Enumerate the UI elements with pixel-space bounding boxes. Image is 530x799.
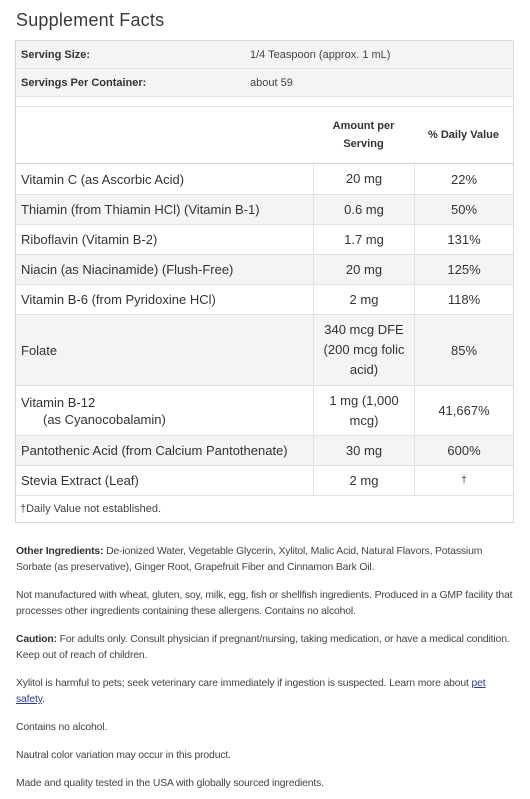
header-amount [313,107,414,163]
table-row [16,386,513,436]
serving-size-value: 1/4 Teaspoon (approx. 1 mL) [250,48,391,61]
page-title: Supplement Facts [16,10,165,30]
nutrient-name: Thiamin (from Thiamin HCl) (Vitamin B-1) [21,202,260,217]
product-notes [16,544,514,799]
nutrient-daily-value: 41,667% [414,386,513,435]
table-row [16,164,513,195]
made-in-usa-statement: Made and quality tested in the USA with globally sourced ingredients. [16,778,324,789]
caution-text: For adults only. Consult physician if pregnant/nursing, taking medication, or have a medical condition. Keep out of reach of children. [16,634,510,661]
nutrient-daily-value: 22% [414,164,513,194]
xylitol-end: . [42,694,45,705]
table-row [16,315,513,386]
pet-safety-link[interactable]: pet safety [16,678,486,705]
nutrient-name-sub: (as Cyanocobalamin) [43,411,166,427]
amount-line: (200 mcg folic [323,342,405,357]
color-variation-statement: Nautral color variation may occur in this product. [16,750,231,761]
table-row [16,195,513,225]
xylitol-text: Xylitol is harmful to pets; seek veterinary care immediately if ingestion is suspected. Learn more about [16,678,472,689]
nutrient-daily-value: 118% [414,285,513,314]
nutrient-amount: 2 mg [313,285,414,314]
nutrient-amount: 20 mg [313,255,414,284]
table-row [16,466,513,496]
nutrient-daily-value: 600% [414,436,513,465]
table-header [16,107,513,164]
table-row [16,436,513,466]
other-ingredients-label: Other Ingredients: [16,546,104,557]
nutrient-daily-value: 131% [414,225,513,254]
amount-line: 340 mcg DFE [324,322,404,337]
servings-per-container-value: about 59 [250,76,293,89]
other-ingredients-text: De-ionized Water, Vegetable Glycerin, Xylitol, Malic Acid, Natural Flavors, Potassium Sorbate (as preservative), Ginger Root, Grapefruit Fiber and Cinnamon Bark Oil. [16,546,483,573]
nutrient-name: Pantothenic Acid (from Calcium Pantothenate) [21,443,288,458]
serving-size-row [16,41,513,69]
nutrient-amount [313,315,414,385]
servings-per-container-row [16,69,513,97]
nutrient-name: Vitamin B-12 [21,394,96,410]
supplement-facts-table [15,40,514,523]
amount-line: acid) [349,362,379,377]
table-row [16,285,513,315]
nutrient-amount: 2 mg [313,466,414,495]
nutrient-amount [313,386,414,435]
nutrient-amount: 1.7 mg [313,225,414,254]
servings-per-container-label: Servings Per Container: [21,76,147,89]
nutrient-daily-value: 50% [414,195,513,224]
caution-statement [16,632,514,664]
nutrient-name: Vitamin B-6 (from Pyridoxine HCl) [21,292,216,307]
nutrient-amount: 30 mg [313,436,414,465]
nutrient-name-cell [16,386,313,435]
nutrient-amount: 0.6 mg [313,195,414,224]
serving-size-label: Serving Size: [21,48,91,61]
nutrient-name: Stevia Extract (Leaf) [21,473,139,488]
xylitol-warning [16,676,514,708]
table-row [16,255,513,285]
nutrient-daily-value: † [414,466,513,495]
header-amount-line1: Amount per [332,120,395,132]
other-ingredients [16,544,514,576]
nutrient-daily-value: 125% [414,255,513,284]
nutrient-name: Riboflavin (Vitamin B-2) [21,232,158,247]
header-name-cell [16,107,313,163]
allergen-statement: Not manufactured with wheat, gluten, soy, milk, egg, fish or shellfish ingredients. Produced in a GMP facility that processes other ingredients containing these allergens. Contains no alcohol. [16,590,513,617]
alcohol-statement: Contains no alcohol. [16,722,108,733]
nutrient-name: Folate [21,342,58,358]
caution-label: Caution: [16,634,57,645]
table-row [16,225,513,255]
amount-line: mcg) [349,412,379,428]
nutrient-amount: 20 mg [313,164,414,194]
spacer [16,97,513,107]
amount-line: 1 mg (1,000 [329,392,399,408]
nutrient-daily-value: 85% [414,315,513,385]
nutrient-name: Niacin (as Niacinamide) (Flush-Free) [21,262,234,277]
header-amount-line2: Serving [343,138,384,150]
nutrient-name: Vitamin C (as Ascorbic Acid) [21,171,185,187]
header-daily-value: % Daily Value [428,129,499,141]
daily-value-footnote: †Daily Value not established. [20,503,162,515]
